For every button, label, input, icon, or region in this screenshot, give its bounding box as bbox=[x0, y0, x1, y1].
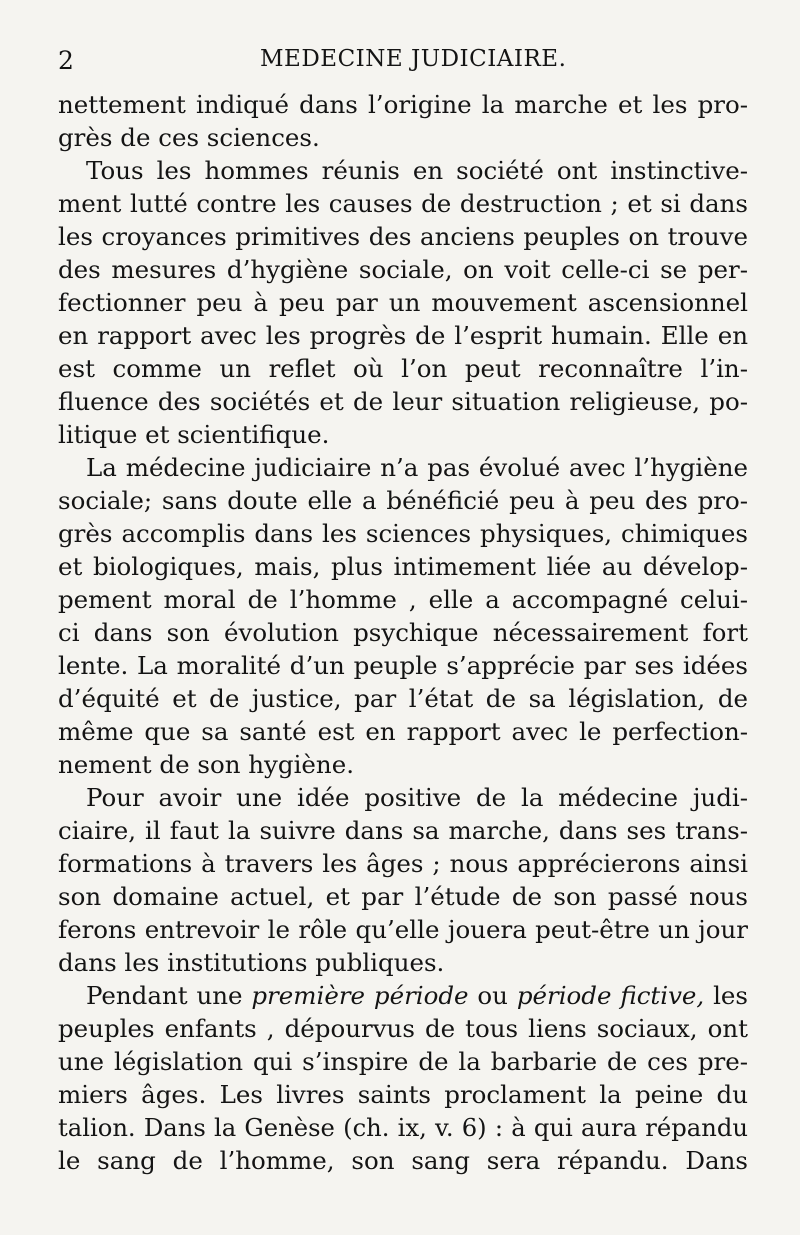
italic-term: période fictive, bbox=[516, 981, 705, 1010]
text-line: les croyances primitives des anciens peuples on trouve bbox=[58, 222, 748, 251]
text-line: ci dans son évolution psychique nécessairement fort bbox=[58, 618, 748, 647]
text-line: lente. La moralité d’un peuple s’apprécie par ses idées bbox=[58, 651, 748, 680]
text-line: Pour avoir une idée positive de la médecine judi- bbox=[86, 783, 748, 812]
text-line-mixed bbox=[58, 979, 748, 1012]
text-run: Pendant une bbox=[86, 981, 252, 1010]
text-line: ciaire, il faut la suivre dans sa marche, dans ses trans- bbox=[58, 816, 748, 845]
text-line: talion. Dans la Genèse (ch. ix, v. 6) : à qui aura répandu bbox=[58, 1113, 748, 1142]
text-line: Tous les hommes réunis en société ont instinctive- bbox=[86, 156, 748, 185]
text-line: d’équité et de justice, par l’état de sa législation, de bbox=[58, 684, 748, 713]
text-line: peuples enfants , dépourvus de tous liens sociaux, ont bbox=[58, 1014, 748, 1043]
text-line: en rapport avec les progrès de l’esprit humain. Elle en bbox=[58, 321, 748, 350]
text-line: son domaine actuel, et par l’étude de son passé nous bbox=[58, 882, 748, 911]
text-line: formations à travers les âges ; nous apprécierons ainsi bbox=[58, 849, 748, 878]
text-line: le sang de l’homme, son sang sera répandu. Dans bbox=[58, 1146, 748, 1175]
paragraph-2 bbox=[58, 154, 748, 451]
text-line: une législation qui s’inspire de la barbarie de ces pre- bbox=[58, 1047, 748, 1076]
text-line: La médecine judiciaire n’a pas évolué avec l’hygiène bbox=[86, 453, 748, 482]
page-header bbox=[58, 40, 748, 80]
paragraph-5 bbox=[58, 979, 748, 1177]
text-line: pement moral de l’homme , elle a accompagné celui- bbox=[58, 585, 748, 614]
text-line: sociale; sans doute elle a bénéficié peu à peu des pro- bbox=[58, 486, 748, 515]
text-line: miers âges. Les livres saints proclament la peine du bbox=[58, 1080, 748, 1109]
text-line: est comme un reflet où l’on peut reconnaître l’in- bbox=[58, 354, 748, 383]
text-line: grès accomplis dans les sciences physiques, chimiques bbox=[58, 519, 748, 548]
text-line: et biologiques, mais, plus intimement liée au dévelop- bbox=[58, 552, 748, 581]
text-line: nement de son hygiène. bbox=[58, 750, 354, 779]
text-line: fectionner peu à peu par un mouvement ascensionnel bbox=[58, 288, 748, 317]
text-line: des mesures d’hygiène sociale, on voit celle-ci se per- bbox=[58, 255, 748, 284]
italic-term: première période bbox=[251, 981, 469, 1010]
running-head: MEDECINE JUDICIAIRE. bbox=[260, 46, 567, 72]
text-line: même que sa santé est en rapport avec le perfection- bbox=[58, 717, 748, 746]
paragraph-1 bbox=[58, 88, 748, 154]
text-line: fluence des sociétés et de leur situation religieuse, po- bbox=[58, 387, 748, 416]
body-text bbox=[58, 88, 748, 1177]
text-line: grès de ces sciences. bbox=[58, 123, 320, 152]
text-line: nettement indiqué dans l’origine la marche et les pro- bbox=[58, 90, 748, 119]
text-line: ferons entrevoir le rôle qu’elle jouera peut-être un jour bbox=[58, 915, 748, 944]
text-run: ou bbox=[468, 981, 517, 1010]
text-line: litique et scientifique. bbox=[58, 420, 330, 449]
page-number: 2 bbox=[58, 46, 74, 75]
paragraph-4 bbox=[58, 781, 748, 979]
text-line: dans les institutions publiques. bbox=[58, 948, 445, 977]
text-run: les bbox=[704, 981, 749, 1010]
text-line: ment lutté contre les causes de destruction ; et si dans bbox=[58, 189, 748, 218]
paragraph-3 bbox=[58, 451, 748, 781]
